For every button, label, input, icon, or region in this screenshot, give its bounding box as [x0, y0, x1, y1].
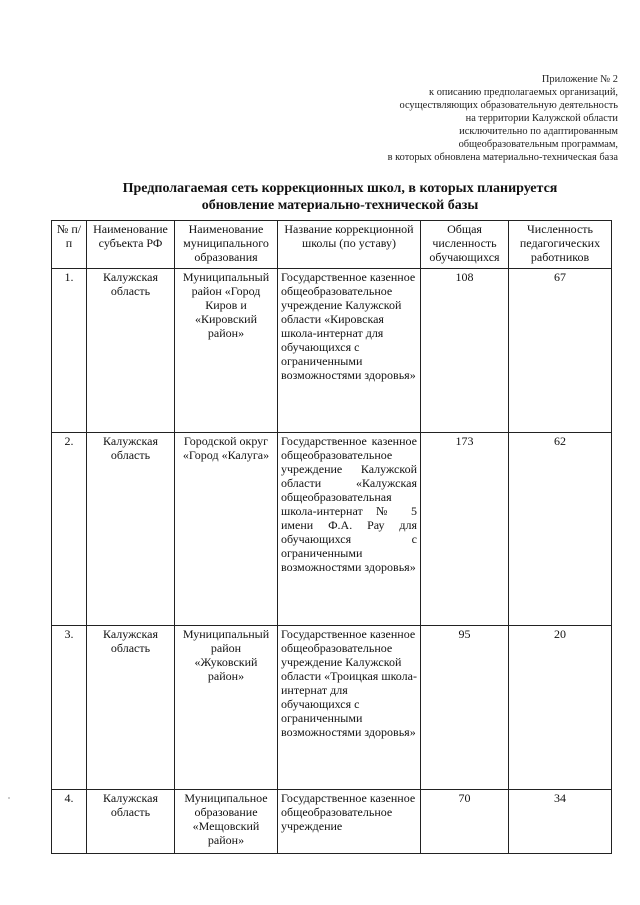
appendix-line: на территории Калужской области	[465, 113, 618, 124]
document-title	[60, 180, 620, 214]
header-subject: Наименование субъекта РФ	[87, 221, 175, 269]
row-municipality: Городской округ «Город «Калуга»	[175, 433, 278, 626]
header-students: Общая численность обучающихся	[421, 221, 509, 269]
table-header-row	[52, 221, 612, 269]
row-num: 1.	[52, 269, 87, 433]
title-line: Предполагаемая сеть коррекционных школ, в которых планируется	[122, 181, 558, 196]
table-row	[52, 626, 612, 790]
appendix-line: общеобразовательным программам,	[458, 139, 618, 150]
appendix-line: осуществляющих образовательную деятельность	[399, 100, 618, 111]
row-school: Государственное казенное общеобразовательное учреждение Калужской области «Троицкая школа-интернат для обучающихся с ограниченными возможностями здоровья»	[278, 626, 421, 790]
row-municipality: Муниципальный район «Жуковский район»	[175, 626, 278, 790]
row-num: 4.	[52, 790, 87, 854]
row-teachers: 62	[509, 433, 612, 626]
appendix-line: в которых обновлена материально-техническая база	[387, 152, 618, 163]
title-line: обновление материально-технической базы	[201, 198, 479, 213]
table-row	[52, 269, 612, 433]
row-subject: Калужская область	[87, 433, 175, 626]
header-school: Название коррекционной школы (по уставу)	[278, 221, 421, 269]
row-students: 95	[421, 626, 509, 790]
schools-table	[51, 220, 612, 854]
row-num: 3.	[52, 626, 87, 790]
row-subject: Калужская область	[87, 626, 175, 790]
appendix-line: к описанию предполагаемых организаций,	[429, 87, 618, 98]
row-students: 70	[421, 790, 509, 854]
row-school: Государственное казенное общеобразовательное учреждение Калужской области «Калужская общеобразовательная школа-интернат № 5 имени Ф.А. Рау для обучающихся с ограниченными возможностями здоровья»	[278, 433, 421, 626]
row-subject: Калужская область	[87, 269, 175, 433]
header-teachers: Численность педагогических работников	[509, 221, 612, 269]
appendix-header	[318, 73, 618, 164]
table-row	[52, 433, 612, 626]
row-municipality: Муниципальный район «Город Киров и «Кировский район»	[175, 269, 278, 433]
row-students: 108	[421, 269, 509, 433]
row-school: Государственное казенное общеобразовательное учреждение Калужской области «Кировская школа-интернат для обучающихся с ограниченными возможностями здоровья»	[278, 269, 421, 433]
header-municipality: Наименование муниципального образования	[175, 221, 278, 269]
row-subject: Калужская область	[87, 790, 175, 854]
row-teachers: 67	[509, 269, 612, 433]
row-num: 2.	[52, 433, 87, 626]
row-municipality: Муниципальное образование «Мещовский район»	[175, 790, 278, 854]
table-row	[52, 790, 612, 854]
appendix-line: Приложение № 2	[541, 74, 618, 85]
appendix-line: исключительно по адаптированным	[459, 126, 618, 137]
header-num: № п/п	[52, 221, 87, 269]
scan-speck	[8, 797, 10, 799]
row-students: 173	[421, 433, 509, 626]
row-school: Государственное казенное общеобразовательное учреждение	[278, 790, 421, 854]
row-teachers: 20	[509, 626, 612, 790]
row-teachers: 34	[509, 790, 612, 854]
